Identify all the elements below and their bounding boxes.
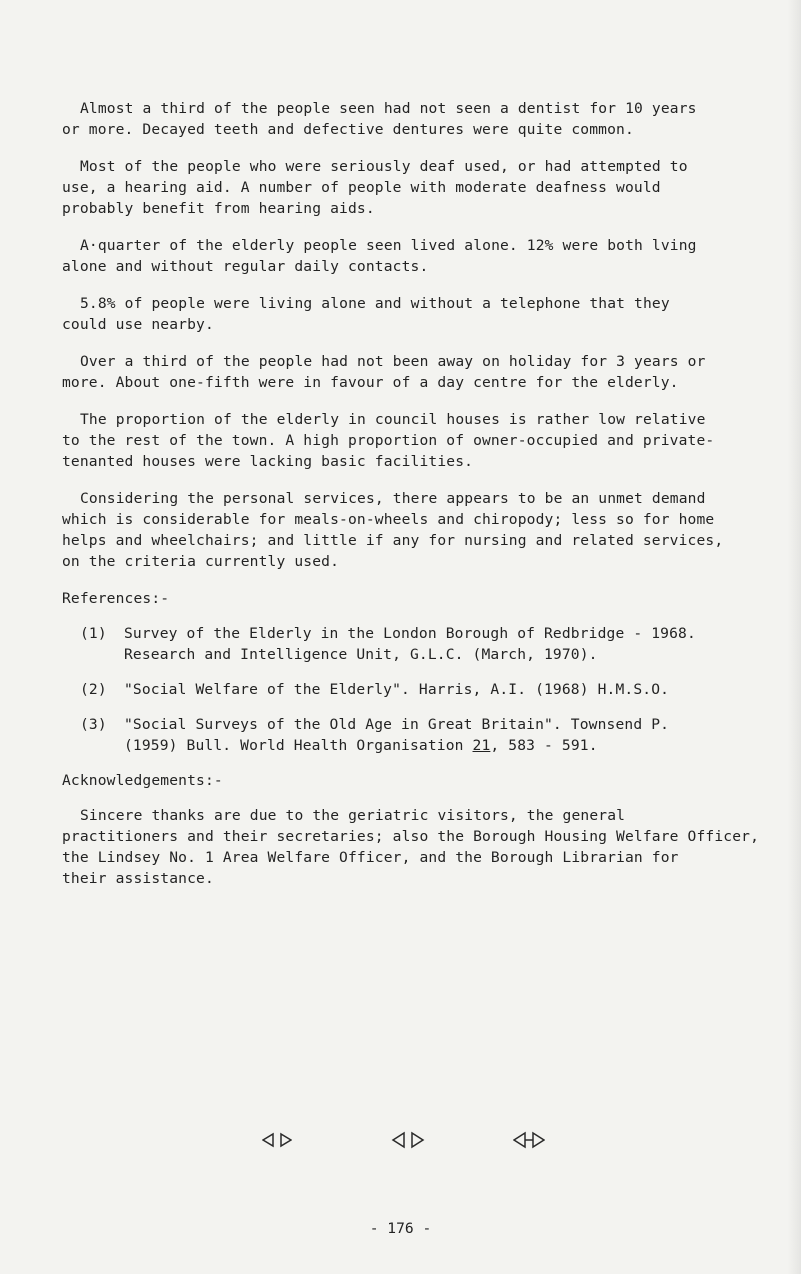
citation-text: (1959) Bull. World Health Organisation [124,737,473,754]
text-line: use, a hearing aid. A number of people with moderate deafness would [62,179,661,196]
citation-pages: , 583 - 591. [490,737,598,754]
text-line: to the rest of the town. A high proportion of owner-occupied and private- [62,432,715,449]
paragraph-personal-services [62,488,797,572]
paragraph-hearing [62,156,797,219]
ornament-icon [391,1131,425,1149]
page-number: - 176 - [369,1220,432,1237]
text-line: The proportion of the elderly in council houses is rather low relative [80,411,706,428]
document-body [62,98,797,905]
text-line: "Social Welfare of the Elderly". Harris, A.I. (1968) H.M.S.O. [124,681,670,698]
text-line: Over a third of the people had not been away on holiday for 3 years or [80,353,706,370]
text-line: Survey of the Elderly in the London Borough of Redbridge - 1968. [124,625,696,642]
text-line: which is considerable for meals-on-wheels and chiropody; less so for home [62,511,715,528]
text-line: their assistance. [62,870,214,887]
text-line [124,735,797,756]
reference-item-3 [62,714,797,756]
text-line: Almost a third of the people seen had not seen a dentist for 10 years [80,100,697,117]
text-line: A·quarter of the elderly people seen lived alone. 12% were both lving [80,237,697,254]
volume-number: 21 [472,737,491,754]
reference-text [124,714,797,756]
section-end-ornaments [0,1131,801,1153]
reference-item-2 [62,679,797,700]
paragraph-holiday [62,351,797,393]
reference-text [124,623,797,665]
references-heading: References:- [62,590,170,607]
text-line: practitioners and their secretaries; also the Borough Housing Welfare Officer, [62,828,760,845]
ornament-icon [513,1131,545,1149]
paragraph-telephone [62,293,797,335]
text-line: the Lindsey No. 1 Area Welfare Officer, and the Borough Librarian for [62,849,679,866]
text-line: Research and Intelligence Unit, G.L.C. (March, 1970). [124,646,598,663]
paragraph-dentist [62,98,797,140]
text-line: 5.8% of people were living alone and without a telephone that they [80,295,670,312]
reference-number: (3) [80,716,107,733]
text-line: more. About one-fifth were in favour of a day centre for the elderly. [62,374,679,391]
text-line: Most of the people who were seriously deaf used, or had attempted to [80,158,688,175]
reference-item-1 [62,623,797,665]
text-line: alone and without regular daily contacts. [62,258,429,275]
reference-text [124,679,797,700]
text-line: helps and wheelchairs; and little if any for nursing and related services, [62,532,724,549]
paragraph-living-alone [62,235,797,277]
text-line: on the criteria currently used. [62,553,340,570]
text-line: probably benefit from hearing aids. [62,200,375,217]
paragraph-housing [62,409,797,472]
paragraph-acknowledgements [62,805,797,889]
text-line: "Social Surveys of the Old Age in Great Britain". Townsend P. [124,716,670,733]
text-line: Considering the personal services, there appears to be an unmet demand [80,490,706,507]
acknowledgements-heading: Acknowledgements:- [62,772,223,789]
text-line: Sincere thanks are due to the geriatric visitors, the general [80,807,626,824]
text-line: tenanted houses were lacking basic facilities. [62,453,474,470]
text-line: or more. Decayed teeth and defective dentures were quite common. [62,121,634,138]
ornament-icon [262,1131,292,1149]
text-line: could use nearby. [62,316,214,333]
reference-number: (2) [80,681,107,698]
reference-number: (1) [80,625,107,642]
